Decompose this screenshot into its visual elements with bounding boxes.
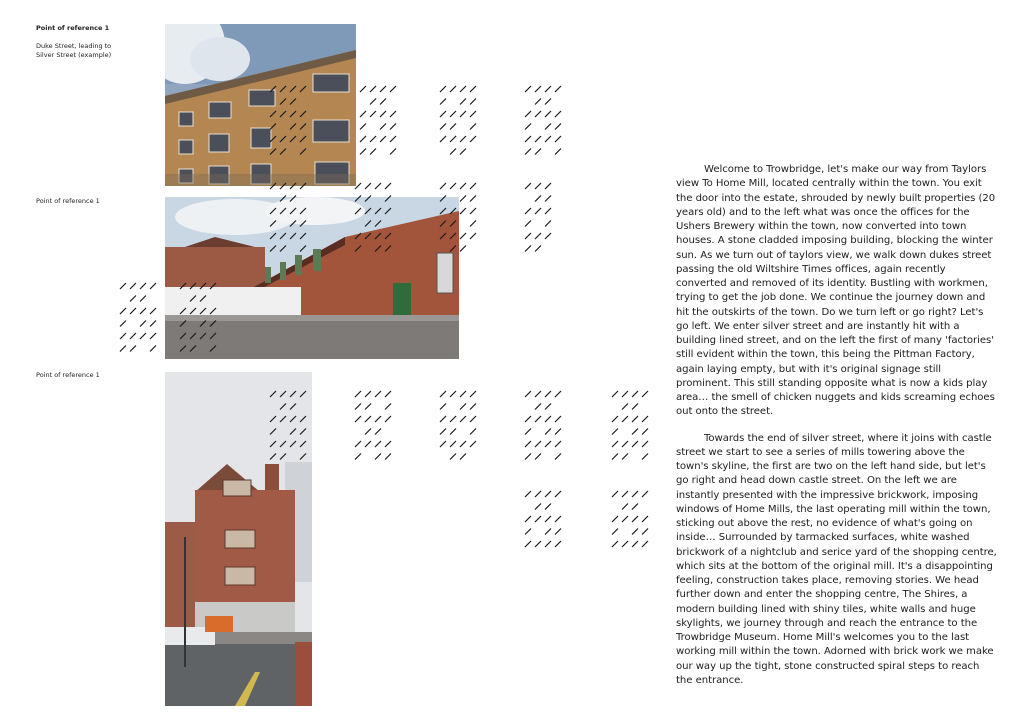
- hatch-mark: [525, 454, 531, 460]
- hatch-mark: [355, 454, 361, 460]
- hatch-mark: [622, 404, 628, 410]
- reference-3-title: Point of reference 1: [36, 371, 100, 379]
- duke-street-photo: [165, 24, 356, 186]
- hatch-mark: [120, 346, 126, 352]
- hatch-mark: [380, 111, 386, 117]
- hatch-mark: [525, 136, 531, 142]
- hatch-mark: [632, 541, 638, 547]
- silver-street-factory-photo: [165, 197, 459, 359]
- hatch-mark: [535, 516, 541, 522]
- hatch-mark: [535, 504, 541, 510]
- hatch-mark: [545, 441, 551, 447]
- hatch-mark: [460, 136, 466, 142]
- hatch-mark: [555, 429, 561, 435]
- hatch-mark: [612, 454, 618, 460]
- hatch-mark: [535, 391, 541, 397]
- hatch-mark: [450, 416, 456, 422]
- hatch-mark: [440, 391, 446, 397]
- hatch-mark: [390, 149, 396, 155]
- hatch-mark: [140, 333, 146, 339]
- hatch-mark: [555, 111, 561, 117]
- hatch-mark: [612, 441, 618, 447]
- hatch-mark: [365, 183, 371, 189]
- hatch-mark: [535, 86, 541, 92]
- hatch-mark: [535, 149, 541, 155]
- hatch-mark: [470, 86, 476, 92]
- hatch-mark: [440, 404, 446, 410]
- hatch-mark: [450, 149, 456, 155]
- hatch-mark: [535, 404, 541, 410]
- hatch-mark: [642, 454, 648, 460]
- hatch-mark: [150, 333, 156, 339]
- hatch-mark: [642, 429, 648, 435]
- hatch-mark: [632, 516, 638, 522]
- hatch-mark: [440, 416, 446, 422]
- hatch-mark: [130, 346, 136, 352]
- hatch-mark: [375, 183, 381, 189]
- hatch-mark: [622, 541, 628, 547]
- hatch-mark: [470, 124, 476, 130]
- hatch-mark: [360, 111, 366, 117]
- hatch-mark: [555, 491, 561, 497]
- hatch-mark: [555, 391, 561, 397]
- hatch-mark: [440, 86, 446, 92]
- hatch-mark: [130, 333, 136, 339]
- hatch-mark: [450, 441, 456, 447]
- hatch-mark: [360, 86, 366, 92]
- hatch-mark: [370, 136, 376, 142]
- hatch-mark: [375, 391, 381, 397]
- hatch-mark: [370, 149, 376, 155]
- hatch-mark: [642, 541, 648, 547]
- hatch-mark: [622, 504, 628, 510]
- hatch-mark: [535, 441, 541, 447]
- hatch-mark: [632, 391, 638, 397]
- hatch-mark: [535, 541, 541, 547]
- hatch-mark: [130, 308, 136, 314]
- hatch-mark: [525, 416, 531, 422]
- hatch-mark: [365, 416, 371, 422]
- hatch-mark: [440, 441, 446, 447]
- hatch-mark: [525, 86, 531, 92]
- hatch-mark: [555, 454, 561, 460]
- hatch-mark: [460, 404, 466, 410]
- hatch-mark: [375, 441, 381, 447]
- hatch-mark: [525, 221, 531, 227]
- hatch-mark: [460, 86, 466, 92]
- hatch-mark: [535, 233, 541, 239]
- hatch-mark: [460, 416, 466, 422]
- hatch-mark: [545, 124, 551, 130]
- hatch-mark: [375, 429, 381, 435]
- hatch-mark: [375, 416, 381, 422]
- hatch-mark: [360, 136, 366, 142]
- hatch-mark: [450, 136, 456, 142]
- hatch-mark: [140, 321, 146, 327]
- hatch-mark: [545, 86, 551, 92]
- hatch-mark: [385, 183, 391, 189]
- hatch-mark: [370, 111, 376, 117]
- hatch-mark: [642, 491, 648, 497]
- hatch-mark: [525, 541, 531, 547]
- narrative-text-column: [676, 163, 998, 700]
- hatch-mark: [545, 136, 551, 142]
- hatch-mark: [525, 441, 531, 447]
- hatch-mark: [450, 111, 456, 117]
- hatch-mark: [535, 183, 541, 189]
- narrative-paragraph-2: Towards the end of silver street, where it joins with castle street we start to see a series of mills towering above the town's skyline, the first are two on the left hand side, but let's go right and head down castle street. On the left we are instantly presented with the impressive brickwork, imposing windows of Home Mills, the last operating mill within the town, sticking out above the rest, no evidence of what's going on inside… Surrounded by tarmacked surfaces, white washed brickwork of a nightclub and serice yard of the shopping centre, which sits at the bottom of the original mill. It's a disappointing feeling, construction takes place, removing stories. We head further down and enter the shopping centre, The Shires, a modern building lined with shiny tiles, white walls and huge skylights, we journey through and reach the entrance to the Trowbridge Museum. Home Mill's welcomes you to the last working mill within the town. Adorned with brick work we make our way up the tight, stone constructed spiral steps to reach the entrance.: [676, 432, 997, 686]
- hatch-mark: [545, 208, 551, 214]
- hatch-mark: [120, 308, 126, 314]
- hatch-mark: [450, 429, 456, 435]
- hatch-mark: [545, 99, 551, 105]
- hatch-mark: [370, 86, 376, 92]
- hatch-mark: [470, 136, 476, 142]
- hatch-mark: [525, 183, 531, 189]
- hatch-mark: [555, 516, 561, 522]
- hatch-mark: [535, 99, 541, 105]
- hatch-mark: [140, 283, 146, 289]
- reference-1-caption: Duke Street, leading to Silver Street (example): [36, 42, 112, 59]
- hatch-mark: [535, 136, 541, 142]
- hatch-mark: [150, 346, 156, 352]
- hatch-mark: [355, 391, 361, 397]
- hatch-mark: [460, 183, 466, 189]
- hatch-mark: [380, 124, 386, 130]
- hatch-mark: [525, 233, 531, 239]
- hatch-mark: [525, 149, 531, 155]
- hatch-mark: [555, 86, 561, 92]
- hatch-mark: [525, 111, 531, 117]
- hatch-mark: [535, 491, 541, 497]
- hatch-mark: [545, 196, 551, 202]
- hatch-mark: [440, 183, 446, 189]
- hatch-mark: [555, 529, 561, 535]
- hatch-mark: [545, 529, 551, 535]
- hatch-mark: [385, 416, 391, 422]
- hatch-mark: [525, 529, 531, 535]
- hatch-mark: [555, 416, 561, 422]
- hatch-mark: [545, 221, 551, 227]
- hatch-mark: [470, 111, 476, 117]
- hatch-mark: [612, 541, 618, 547]
- hatch-mark: [535, 111, 541, 117]
- hatch-mark: [380, 136, 386, 142]
- hatch-mark: [380, 86, 386, 92]
- hatch-mark: [440, 99, 446, 105]
- hatch-mark: [440, 429, 446, 435]
- hatch-mark: [355, 416, 361, 422]
- hatch-mark: [622, 416, 628, 422]
- hatch-mark: [545, 541, 551, 547]
- hatch-mark: [460, 246, 466, 252]
- hatch-mark: [545, 111, 551, 117]
- hatch-mark: [470, 391, 476, 397]
- hatch-mark: [545, 504, 551, 510]
- hatch-mark: [525, 246, 531, 252]
- hatch-mark: [525, 124, 531, 130]
- hatch-mark: [375, 454, 381, 460]
- hatch-mark: [365, 391, 371, 397]
- hatch-mark: [612, 516, 618, 522]
- hatch-mark: [460, 99, 466, 105]
- hatch-mark: [365, 429, 371, 435]
- hatch-mark: [632, 529, 638, 535]
- hatch-mark: [545, 183, 551, 189]
- hatch-mark: [622, 454, 628, 460]
- hatch-mark: [355, 441, 361, 447]
- hatch-mark: [380, 99, 386, 105]
- hatch-mark: [470, 429, 476, 435]
- hatch-mark: [470, 196, 476, 202]
- hatch-mark: [535, 196, 541, 202]
- hatch-mark: [440, 124, 446, 130]
- hatch-mark: [642, 516, 648, 522]
- hatch-mark: [460, 149, 466, 155]
- hatch-mark: [390, 111, 396, 117]
- hatch-mark: [642, 391, 648, 397]
- hatch-mark: [130, 283, 136, 289]
- hatch-mark: [545, 491, 551, 497]
- hatch-mark: [632, 429, 638, 435]
- hatch-mark: [130, 296, 136, 302]
- hatch-mark: [632, 441, 638, 447]
- hatch-mark: [525, 208, 531, 214]
- hatch-mark: [120, 333, 126, 339]
- hatch-mark: [460, 454, 466, 460]
- hatch-mark: [632, 491, 638, 497]
- hatch-mark: [545, 416, 551, 422]
- home-mill-photo: [165, 372, 312, 706]
- hatch-mark: [470, 221, 476, 227]
- hatch-mark: [365, 404, 371, 410]
- hatch-mark: [525, 491, 531, 497]
- hatch-mark: [470, 404, 476, 410]
- hatch-mark: [370, 99, 376, 105]
- hatch-mark: [360, 149, 366, 155]
- hatch-mark: [555, 149, 561, 155]
- hatch-mark: [622, 391, 628, 397]
- hatch-mark: [545, 516, 551, 522]
- hatch-mark: [460, 196, 466, 202]
- hatch-mark: [642, 441, 648, 447]
- hatch-mark: [612, 429, 618, 435]
- hatch-mark: [642, 529, 648, 535]
- hatch-mark: [140, 296, 146, 302]
- hatch-mark: [450, 391, 456, 397]
- hatch-mark: [622, 491, 628, 497]
- hatch-mark: [460, 208, 466, 214]
- hatch-mark: [525, 391, 531, 397]
- hatch-mark: [612, 529, 618, 535]
- hatch-mark: [470, 233, 476, 239]
- hatch-mark: [545, 233, 551, 239]
- hatch-mark: [440, 136, 446, 142]
- hatch-mark: [150, 283, 156, 289]
- hatch-mark: [450, 124, 456, 130]
- hatch-mark: [632, 416, 638, 422]
- hatch-mark: [535, 208, 541, 214]
- hatch-mark: [545, 429, 551, 435]
- hatch-mark: [460, 441, 466, 447]
- hatch-mark: [612, 391, 618, 397]
- hatch-mark: [440, 111, 446, 117]
- hatch-mark: [555, 136, 561, 142]
- hatch-mark: [555, 541, 561, 547]
- hatch-mark: [470, 441, 476, 447]
- hatch-mark: [120, 321, 126, 327]
- hatch-mark: [450, 183, 456, 189]
- hatch-mark: [535, 246, 541, 252]
- hatch-mark: [622, 441, 628, 447]
- hatch-mark: [150, 308, 156, 314]
- hatch-mark: [365, 441, 371, 447]
- reference-1-title: Point of reference 1: [36, 24, 110, 32]
- hatch-mark: [385, 404, 391, 410]
- hatch-mark: [525, 516, 531, 522]
- hatch-mark: [535, 416, 541, 422]
- hatch-mark: [355, 404, 361, 410]
- hatch-mark: [535, 454, 541, 460]
- hatch-mark: [460, 111, 466, 117]
- hatch-mark: [390, 136, 396, 142]
- hatch-mark: [460, 233, 466, 239]
- hatch-mark: [632, 504, 638, 510]
- hatch-mark: [150, 321, 156, 327]
- hatch-mark: [632, 404, 638, 410]
- hatch-mark: [470, 183, 476, 189]
- hatch-mark: [450, 86, 456, 92]
- hatch-mark: [642, 416, 648, 422]
- hatch-mark: [555, 124, 561, 130]
- hatch-mark: [460, 391, 466, 397]
- hatch-mark: [612, 491, 618, 497]
- hatch-mark: [622, 516, 628, 522]
- hatch-mark: [470, 208, 476, 214]
- hatch-mark: [470, 416, 476, 422]
- hatch-mark: [390, 124, 396, 130]
- hatch-mark: [360, 124, 366, 130]
- hatch-mark: [545, 391, 551, 397]
- hatch-mark: [385, 454, 391, 460]
- hatch-mark: [385, 391, 391, 397]
- hatch-mark: [555, 441, 561, 447]
- hatch-mark: [470, 99, 476, 105]
- reference-2-title: Point of reference 1: [36, 197, 100, 205]
- hatch-mark: [612, 416, 618, 422]
- narrative-paragraph-1: Welcome to Trowbridge, let's make our way from Taylors view To Home Mill, located centrally within the town. You exit the door into the estate, shrouded by newly built properties (20 years old) and to the left what was once the offices for the Ushers Brewery within the town, now converted into town houses. A stone cladded imposing building, blocking the winter sun. As we turn out of taylors view, we walk down dukes street passing the old Wiltshire Times offices, again recently converted and removed of its identity. Bustling with workmen, trying to get the job done. We continue the journey down and hit the outskirts of the town. Do we turn left or go right? Let's go left. We enter silver street and are instantly hit with a building lined street, and on the left the first of many 'factories' still evident within the town, this being the Pittman Factory, again laying empty, but with it's original signage still prominent. This still standing opposite what is now a kids play area… the smell of chicken nuggets and kids screaming echoes out onto the street.: [676, 164, 996, 418]
- hatch-mark: [545, 404, 551, 410]
- hatch-mark: [390, 86, 396, 92]
- hatch-mark: [525, 429, 531, 435]
- hatch-mark: [120, 283, 126, 289]
- hatch-mark: [450, 454, 456, 460]
- hatch-mark: [385, 441, 391, 447]
- hatch-mark: [140, 308, 146, 314]
